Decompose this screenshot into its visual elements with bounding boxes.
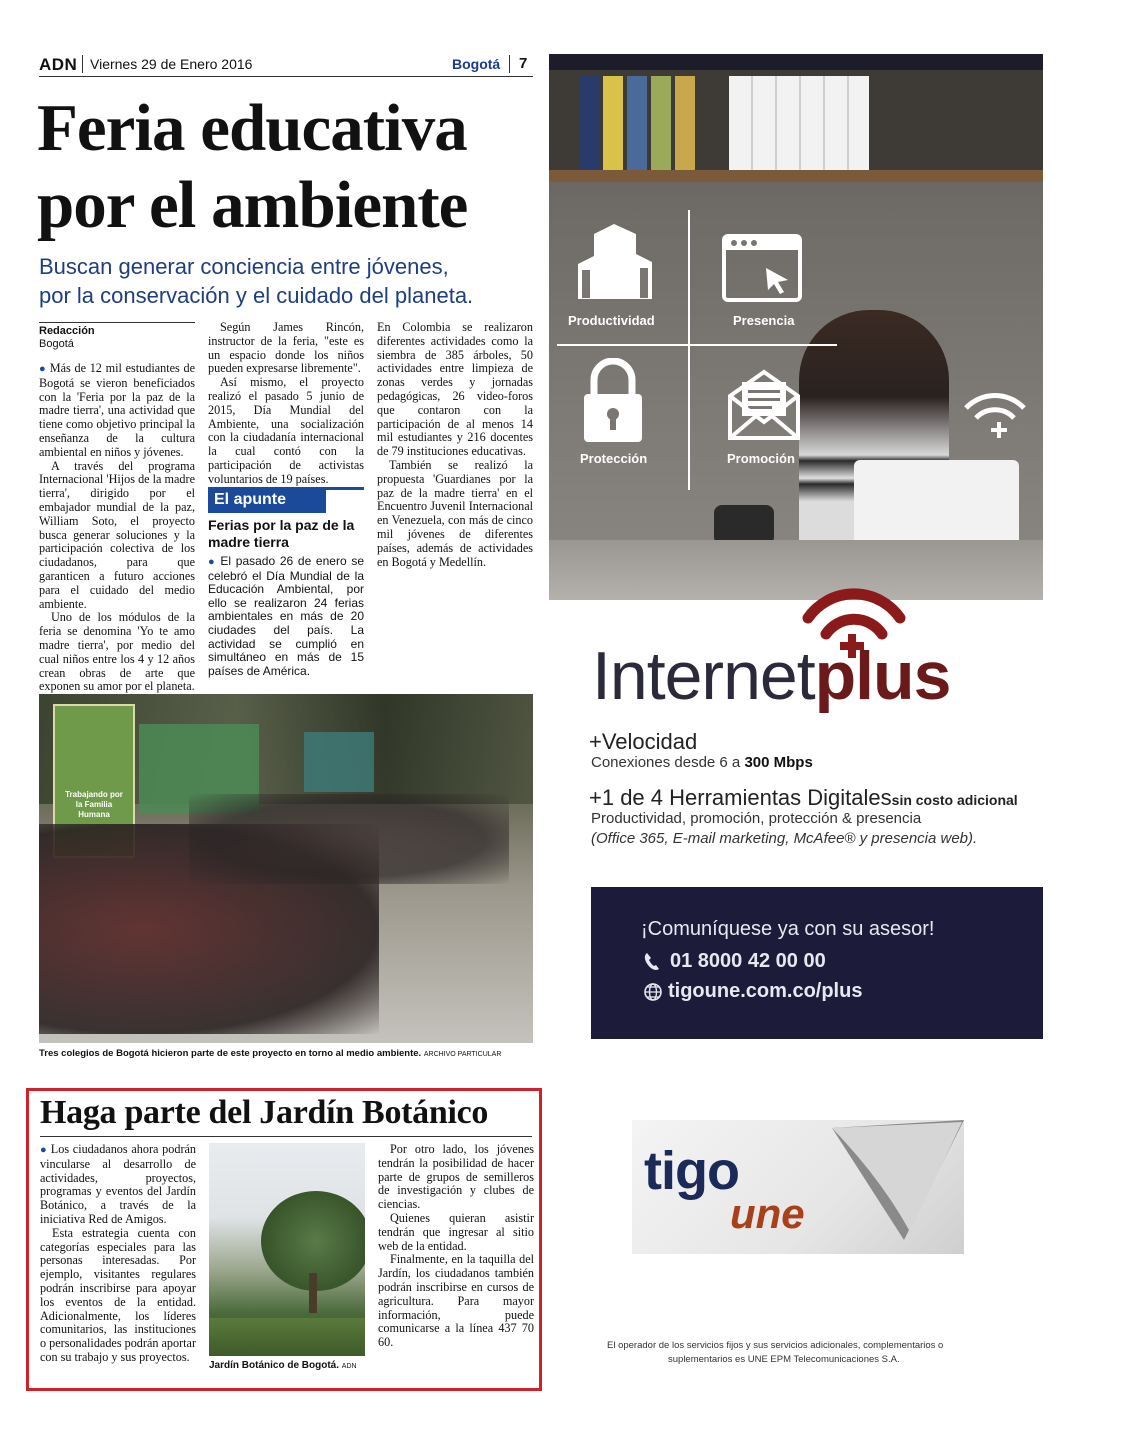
browser-cursor-icon bbox=[722, 234, 804, 304]
body-paragraph: Uno de los módulos de la feria se denomina 'Yo te amo madre tierra', por medio del cual niños entre los 4 y 12 años crean obras de arte que exponen su amor por el planeta. bbox=[39, 610, 195, 694]
photo-caption bbox=[39, 1048, 533, 1059]
ad-icon-label-promocion: Promoción bbox=[727, 451, 795, 466]
sidebar-tag-label: El apunte bbox=[214, 491, 287, 508]
sidebar-rule bbox=[326, 487, 364, 490]
body-paragraph: Según James Rincón, instructor de la feria, "este es un espacio donde los niños pueden expresarse libremente". bbox=[208, 320, 364, 376]
caption-text: Jardín Botánico de Bogotá. bbox=[209, 1360, 340, 1371]
section-divider bbox=[509, 55, 510, 73]
icon-grid-vertical bbox=[688, 210, 690, 490]
shelf-board bbox=[549, 170, 1043, 182]
bullet-icon: ● bbox=[39, 363, 50, 375]
caption-text: Tres colegios de Bogotá hicieron parte de este proyecto en torno al medio ambiente. bbox=[39, 1048, 422, 1059]
ad-top-bar bbox=[549, 54, 1043, 70]
byline-place: Bogotá bbox=[39, 338, 74, 350]
article2-column-1 bbox=[40, 1143, 196, 1365]
binder bbox=[627, 76, 647, 172]
ad-website[interactable]: tigoune.com.co/plus bbox=[668, 980, 863, 1002]
ad-feature2-line1: Productividad, promoción, protección & presencia bbox=[591, 810, 922, 827]
ad-feature2-line2: (Office 365, E-mail marketing, McAfee® y presencia web). bbox=[591, 830, 978, 847]
globe-icon bbox=[643, 982, 663, 1002]
binder bbox=[729, 76, 869, 172]
ad-cta-line: ¡Comuníquese ya con su asesor! bbox=[641, 918, 935, 940]
body-paragraph: Así mismo, el proyecto realizó el pasado 5 junio de 2015, Día Mundial del Ambiente, una socialización con la ciudadanía internacional la cual contó con la participación de activistas voluntarios de 19 países. bbox=[208, 375, 364, 486]
ad-photo bbox=[549, 70, 1043, 600]
article-headline-line1: Feria educativa bbox=[37, 91, 467, 165]
article-photo bbox=[39, 694, 533, 1043]
ad-feature1-title: +Velocidad bbox=[589, 729, 698, 754]
ad-feature1-sub bbox=[591, 754, 813, 771]
lock-icon bbox=[580, 358, 646, 444]
photo-crowd bbox=[189, 794, 509, 884]
header-rule bbox=[39, 76, 533, 77]
mail-icon bbox=[726, 366, 802, 442]
ad-disclaimer-line1: El operador de los servicios fijos y sus servicios adicionales, complementarios o bbox=[607, 1340, 944, 1351]
ad-phone-number[interactable]: 01 8000 42 00 00 bbox=[670, 950, 826, 972]
brand-plus: plus bbox=[814, 638, 951, 714]
wifi-plus-icon bbox=[960, 380, 1030, 442]
body-paragraph: Quienes quieran asistir tendrán que ingresar al sitio web de la entidad. bbox=[378, 1210, 534, 1253]
bullet-icon: ● bbox=[208, 556, 221, 568]
byline-rule bbox=[39, 322, 195, 323]
sidebar-title: Ferias por la paz de la madre tierra bbox=[208, 517, 355, 550]
issue-date: Viernes 29 de Enero 2016 bbox=[90, 56, 253, 72]
article2-photo-caption bbox=[209, 1360, 357, 1371]
body-paragraph: Más de 12 mil estudiantes de Bogotá se vieron beneficiados con la 'Feria por la paz de la madre tierra', una actividad que tiene como objetivo principal la enseñanza de la cultura ambiental en niños y jóvenes. bbox=[39, 361, 195, 459]
binder bbox=[603, 76, 623, 172]
photo-credit: ADN bbox=[341, 1363, 357, 1370]
masthead-logo: ADN bbox=[39, 55, 78, 74]
ad-feature2-title bbox=[589, 785, 1018, 811]
bullet-icon: ● bbox=[40, 1144, 51, 1156]
feature1-bold: 300 Mbps bbox=[744, 754, 813, 771]
ad-icon-label-presencia: Presencia bbox=[733, 313, 795, 328]
photo-tree-trunk bbox=[309, 1273, 317, 1313]
page-number: 7 bbox=[519, 55, 528, 72]
article2-photo bbox=[209, 1143, 365, 1356]
sidebar-box bbox=[208, 487, 364, 679]
feature1-text: Conexiones desde 6 a bbox=[591, 754, 745, 771]
body-paragraph: En Colombia se realizaron diferentes actividades como la siembra de 385 árboles, 50 actividades entre limpieza de zonas verdes y jornadas pedagógicas, 26 video-foros que contaron con la participación de al menos 14 mil estudiantes y 216 docentes de 79 instituciones educativas. bbox=[377, 320, 533, 459]
ad-icon-label-proteccion: Protección bbox=[580, 451, 648, 466]
logo-tigo-text: tigo bbox=[644, 1141, 739, 1201]
masthead-divider bbox=[82, 55, 83, 73]
photo-posters bbox=[304, 732, 374, 792]
body-paragraph: Los ciudadanos ahora podrán vincularse al desarrollo de actividades, proyectos, programas y eventos del Jardín Botánico, a través de la iniciativa Red de Amigos. bbox=[40, 1142, 196, 1226]
icon-grid-horizontal bbox=[557, 344, 837, 346]
body-paragraph: Finalmente, en la taquilla del Jardín, los ciudadanos también podrán inscribirse en cursos de agricultura. Para mayor información, puede comunicarse a la línea 437 70 60. bbox=[378, 1252, 534, 1350]
body-paragraph: A través del programa Internacional 'Hijos de la madre tierra', dirigido por el embajador mundial de la paz, William Soto, el proyecto busca generar soluciones y la participación colectiva de los ciudadanos, para que garanticen a futuro acciones para el cuidado del medio ambiente. bbox=[39, 458, 195, 611]
article-subheadline-line1: Buscan generar conciencia entre jóvenes, bbox=[39, 254, 449, 279]
article2-headline: Haga parte del Jardín Botánico bbox=[40, 1094, 489, 1131]
section-name: Bogotá bbox=[452, 56, 501, 72]
sidebar-body: El pasado 26 de enero se celebró el Día Mundial de la Educación Ambiental, por ello se realizaron 24 ferias ambientales en más de 20 ciudades del país. La actividad se cumplió en simultáneo en más de 15 países de América. bbox=[208, 554, 364, 678]
byline-name: Redacción bbox=[39, 325, 95, 337]
brand-internet: Internet bbox=[592, 638, 815, 714]
article-column-3 bbox=[377, 321, 533, 569]
body-paragraph: Esta estrategia cuenta con categorías especiales para las personas interesadas. Por ejemplo, visitantes regulares podrán inscribirse para apoyar los eventos de la entidad. Adicionalmente, los líderes comunitarios, las instituciones o personalidades podrán aportar con su trabajo y sus proyectos. bbox=[40, 1225, 197, 1364]
photo-banner-text: Trabajando por la Familia Humana bbox=[65, 790, 123, 819]
article2-column-3 bbox=[378, 1143, 534, 1350]
photo-ground bbox=[209, 1318, 365, 1356]
feature2-text: +1 de 4 Herramientas Digitales bbox=[589, 785, 892, 810]
article-headline-line2: por el ambiente bbox=[37, 168, 468, 242]
logo-une-text: une bbox=[730, 1190, 805, 1237]
binder bbox=[651, 76, 671, 172]
article-subheadline-line2: por la conservación y el cuidado del planeta. bbox=[39, 283, 474, 308]
binder bbox=[675, 76, 695, 172]
phone-icon bbox=[643, 952, 661, 972]
feature2-bold: sin costo adicional bbox=[891, 792, 1018, 808]
article-column-1 bbox=[39, 362, 195, 694]
sidebar-text bbox=[208, 555, 364, 678]
ad-icon-label-productivity: Productividad bbox=[568, 313, 655, 328]
productivity-icon bbox=[574, 224, 656, 304]
binder bbox=[579, 76, 599, 172]
article-column-2 bbox=[208, 321, 364, 487]
photo-credit: ARCHIVO PARTICULAR bbox=[423, 1051, 502, 1058]
desk bbox=[549, 540, 1043, 600]
body-paragraph: También se realizó la propuesta 'Guardianes por la paz de la madre tierra' en el Encuentro Juvenil Internacional en Venezuela, con más de cinco mil jóvenes de diferentes países, además de actividades en Bogotá y Medellín. bbox=[377, 457, 533, 569]
page-curl-graphic bbox=[812, 1120, 964, 1254]
body-paragraph: Por otro lado, los jóvenes tendrán la posibilidad de hacer parte de grupos de semilleros de investigación y clubes de ciencias. bbox=[378, 1142, 534, 1212]
desk-phone bbox=[714, 505, 774, 545]
tigo-une-logo bbox=[632, 1120, 964, 1254]
article2-rule bbox=[40, 1136, 532, 1137]
brand-internet-plus bbox=[592, 638, 950, 714]
ad-disclaimer-line2: suplementarios es UNE EPM Telecomunicaciones S.A. bbox=[668, 1354, 900, 1365]
